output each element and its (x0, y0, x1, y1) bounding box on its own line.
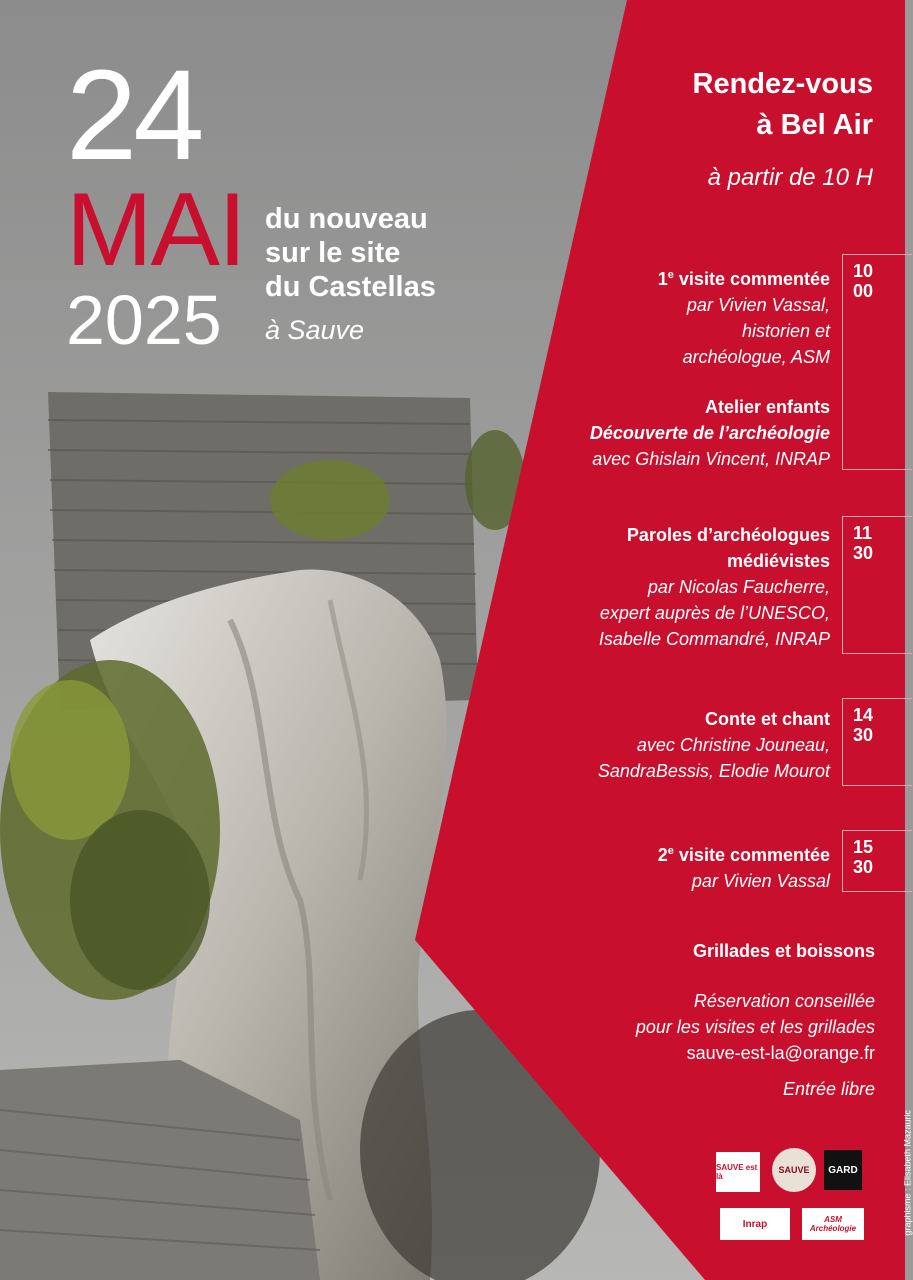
date-day: 24 (66, 44, 201, 187)
logo-text: GARD (828, 1164, 858, 1176)
logo-text: SAUVE est là (716, 1163, 758, 1181)
event-title: médiévistes (726, 551, 830, 571)
time-minute: 30 (853, 725, 874, 745)
time-hour: 14 (853, 705, 874, 725)
rendezvous-time: à partir de 10 H (707, 164, 873, 191)
event-title: Paroles d’archéologues (626, 525, 830, 545)
event-line: par Vivien Vassal (691, 871, 830, 891)
time-box-11-30 (842, 516, 912, 654)
event-line: par Nicolas Faucherre, (647, 577, 830, 597)
time-hour: 10 (853, 261, 874, 281)
event-paroles (599, 522, 830, 652)
event-line: SandraBessis, Elodie Mourot (597, 761, 830, 781)
headline (265, 202, 505, 304)
event-line: historien et (741, 321, 830, 341)
sauve-crest-logo (772, 1148, 816, 1192)
headline-line: du Castellas (265, 271, 436, 303)
event-line: par Vivien Vassal, (686, 295, 830, 315)
logo-text: SAUVE (778, 1165, 810, 1175)
asm-logo (802, 1208, 864, 1240)
logo-text: Inrap (742, 1218, 768, 1230)
time-box-14-30 (842, 698, 912, 786)
event-line: archéologue, ASM (682, 347, 830, 367)
time-box-10-00 (842, 254, 912, 470)
entree-libre: Entrée libre (782, 1079, 875, 1099)
event-line: avec Christine Jouneau, (636, 735, 830, 755)
event-line: expert auprès de l’UNESCO, (599, 603, 830, 623)
event-title: Atelier enfants (704, 397, 830, 417)
time-hour: 15 (853, 837, 874, 857)
event-line: avec Ghislain Vincent, INRAP (592, 449, 830, 469)
event-line: Isabelle Commandré, INRAP (598, 629, 830, 649)
event-title: 1e visite commentée (657, 269, 830, 289)
event-conte (598, 706, 830, 784)
gard-logo (824, 1150, 862, 1190)
event-subtitle: Découverte de l’archéologie (589, 423, 830, 443)
logo-text: ASM Archéologie (809, 1215, 857, 1233)
date-month: MAI (66, 172, 245, 288)
grillades-title: Grillades et boissons (692, 941, 875, 961)
rendezvous-title (613, 64, 873, 146)
date-year: 2025 (66, 281, 222, 359)
time-minute: 30 (853, 857, 874, 877)
time-minute: 30 (853, 543, 874, 563)
design-credit: graphisme : Elisabeth Mazauric (903, 1110, 913, 1236)
inrap-logo (720, 1208, 790, 1240)
event-title: 2e visite commentée (657, 845, 830, 865)
reservation-email[interactable]: sauve-est-la@orange.fr (686, 1043, 875, 1063)
event-first-visit (658, 262, 830, 370)
event-atelier (590, 394, 830, 472)
event-second-visit (658, 838, 830, 894)
time-box-15-30 (842, 830, 912, 892)
time-minute: 00 (853, 281, 874, 301)
reservation-line: pour les visites et les grillades (635, 1017, 875, 1037)
time-hour: 11 (853, 523, 873, 543)
rendezvous-line: à Bel Air (756, 109, 873, 141)
headline-line: sur le site (265, 237, 401, 269)
rendezvous-line: Rendez-vous (692, 68, 873, 100)
event-title: Conte et chant (704, 709, 830, 729)
headline-line: du nouveau (265, 203, 428, 235)
reservation-line: Réservation conseillée (693, 991, 875, 1011)
headline-place: à Sauve (265, 315, 365, 345)
sauve-est-la-logo (716, 1152, 760, 1192)
